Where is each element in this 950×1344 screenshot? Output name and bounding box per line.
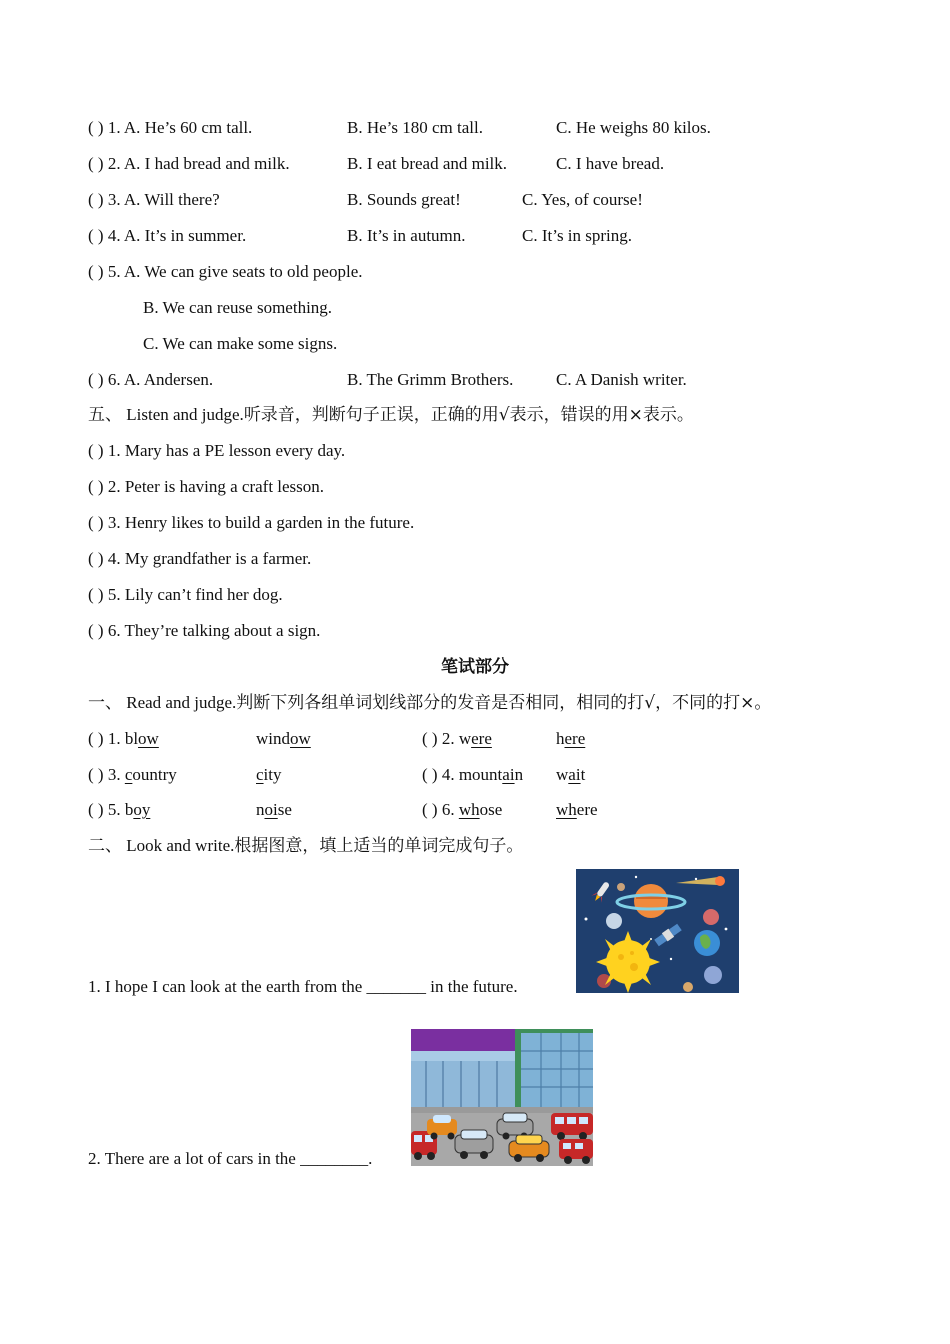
judge-item-5: ( ) 5. Lily can’t find her dog. [88,585,283,604]
phonics-word-here: here [556,729,586,748]
phonics-word-noise: noise [256,800,292,819]
section5-heading-en: 五、 Listen and judge. [88,405,244,424]
judge-item-2: ( ) 2. Peter is having a craft lesson. [88,477,325,496]
section2-heading [88,835,523,857]
q1-option-c: C. He weighs 80 kilos. [556,118,711,137]
section5-heading [88,404,694,426]
judge-item-3: ( ) 3. Henry likes to build a garden in the future. [88,513,415,532]
judge-item-4: ( ) 4. My grandfather is a farmer. [88,549,312,568]
phonics-item-4: ( ) 4. mountain [422,765,524,784]
section1-heading [88,692,771,714]
q4-option-c: C. It’s in spring. [522,226,633,245]
q3-option-a: ( ) 3. A. Will there? [88,190,220,209]
q6-option-a: ( ) 6. A. Andersen. [88,370,214,389]
phonics-word-window: window [256,729,311,748]
q3-option-b: B. Sounds great! [347,190,461,209]
q6-option-c: C. A Danish writer. [556,370,687,389]
q5-option-a: ( ) 5. A. We can give seats to old people. [88,262,363,281]
q2-option-b: B. I eat bread and milk. [347,154,508,173]
q2-option-c: C. I have bread. [556,154,665,173]
written-part-title: 笔试部分 [441,657,509,677]
q1-option-b: B. He’s 180 cm tall. [347,118,483,137]
q5-option-c: C. We can make some signs. [143,334,338,353]
sentence-1: 1. I hope I can look at the earth from the _______ in the future. [88,977,518,996]
sentence-2: 2. There are a lot of cars in the ________. [88,1149,373,1168]
q6-option-b: B. The Grimm Brothers. [347,370,514,389]
phonics-item-2: ( ) 2. were [422,729,492,748]
q3-option-c: C. Yes, of course! [522,190,643,209]
space-picture [576,869,739,993]
phonics-word-wait: wait [556,765,586,784]
phonics-word-where: where [556,800,598,819]
judge-item-6: ( ) 6. They’re talking about a sign. [88,621,321,640]
section5-heading-cn: 听录音，判断句子正误，正确的用√表示，错误的用×表示。 [243,405,694,425]
q4-option-b: B. It’s in autumn. [347,226,466,245]
section1-heading-cn: 判断下列各组单词划线部分的发音是否相同，相同的打√，不同的打×。 [236,693,772,713]
phonics-item-6: ( ) 6. whose [422,800,503,819]
phonics-item-3: ( ) 3. country [88,765,177,784]
phonics-item-5: ( ) 5. boy [88,800,151,819]
q1-option-a: ( ) 1. A. He’s 60 cm tall. [88,118,253,137]
section2-heading-en: 二、 Look and write. [88,836,235,855]
judge-item-1: ( ) 1. Mary has a PE lesson every day. [88,441,346,460]
q5-option-b: B. We can reuse something. [143,298,333,317]
q4-option-a: ( ) 4. A. It’s in summer. [88,226,247,245]
q2-option-a: ( ) 2. A. I had bread and milk. [88,154,290,173]
street-picture [411,1029,593,1166]
phonics-item-1: ( ) 1. blow [88,729,159,748]
section2-heading-cn: 根据图意，填上适当的单词完成句子。 [234,836,524,856]
section1-heading-en: 一、 Read and judge. [88,693,237,712]
phonics-word-city: city [256,765,282,784]
